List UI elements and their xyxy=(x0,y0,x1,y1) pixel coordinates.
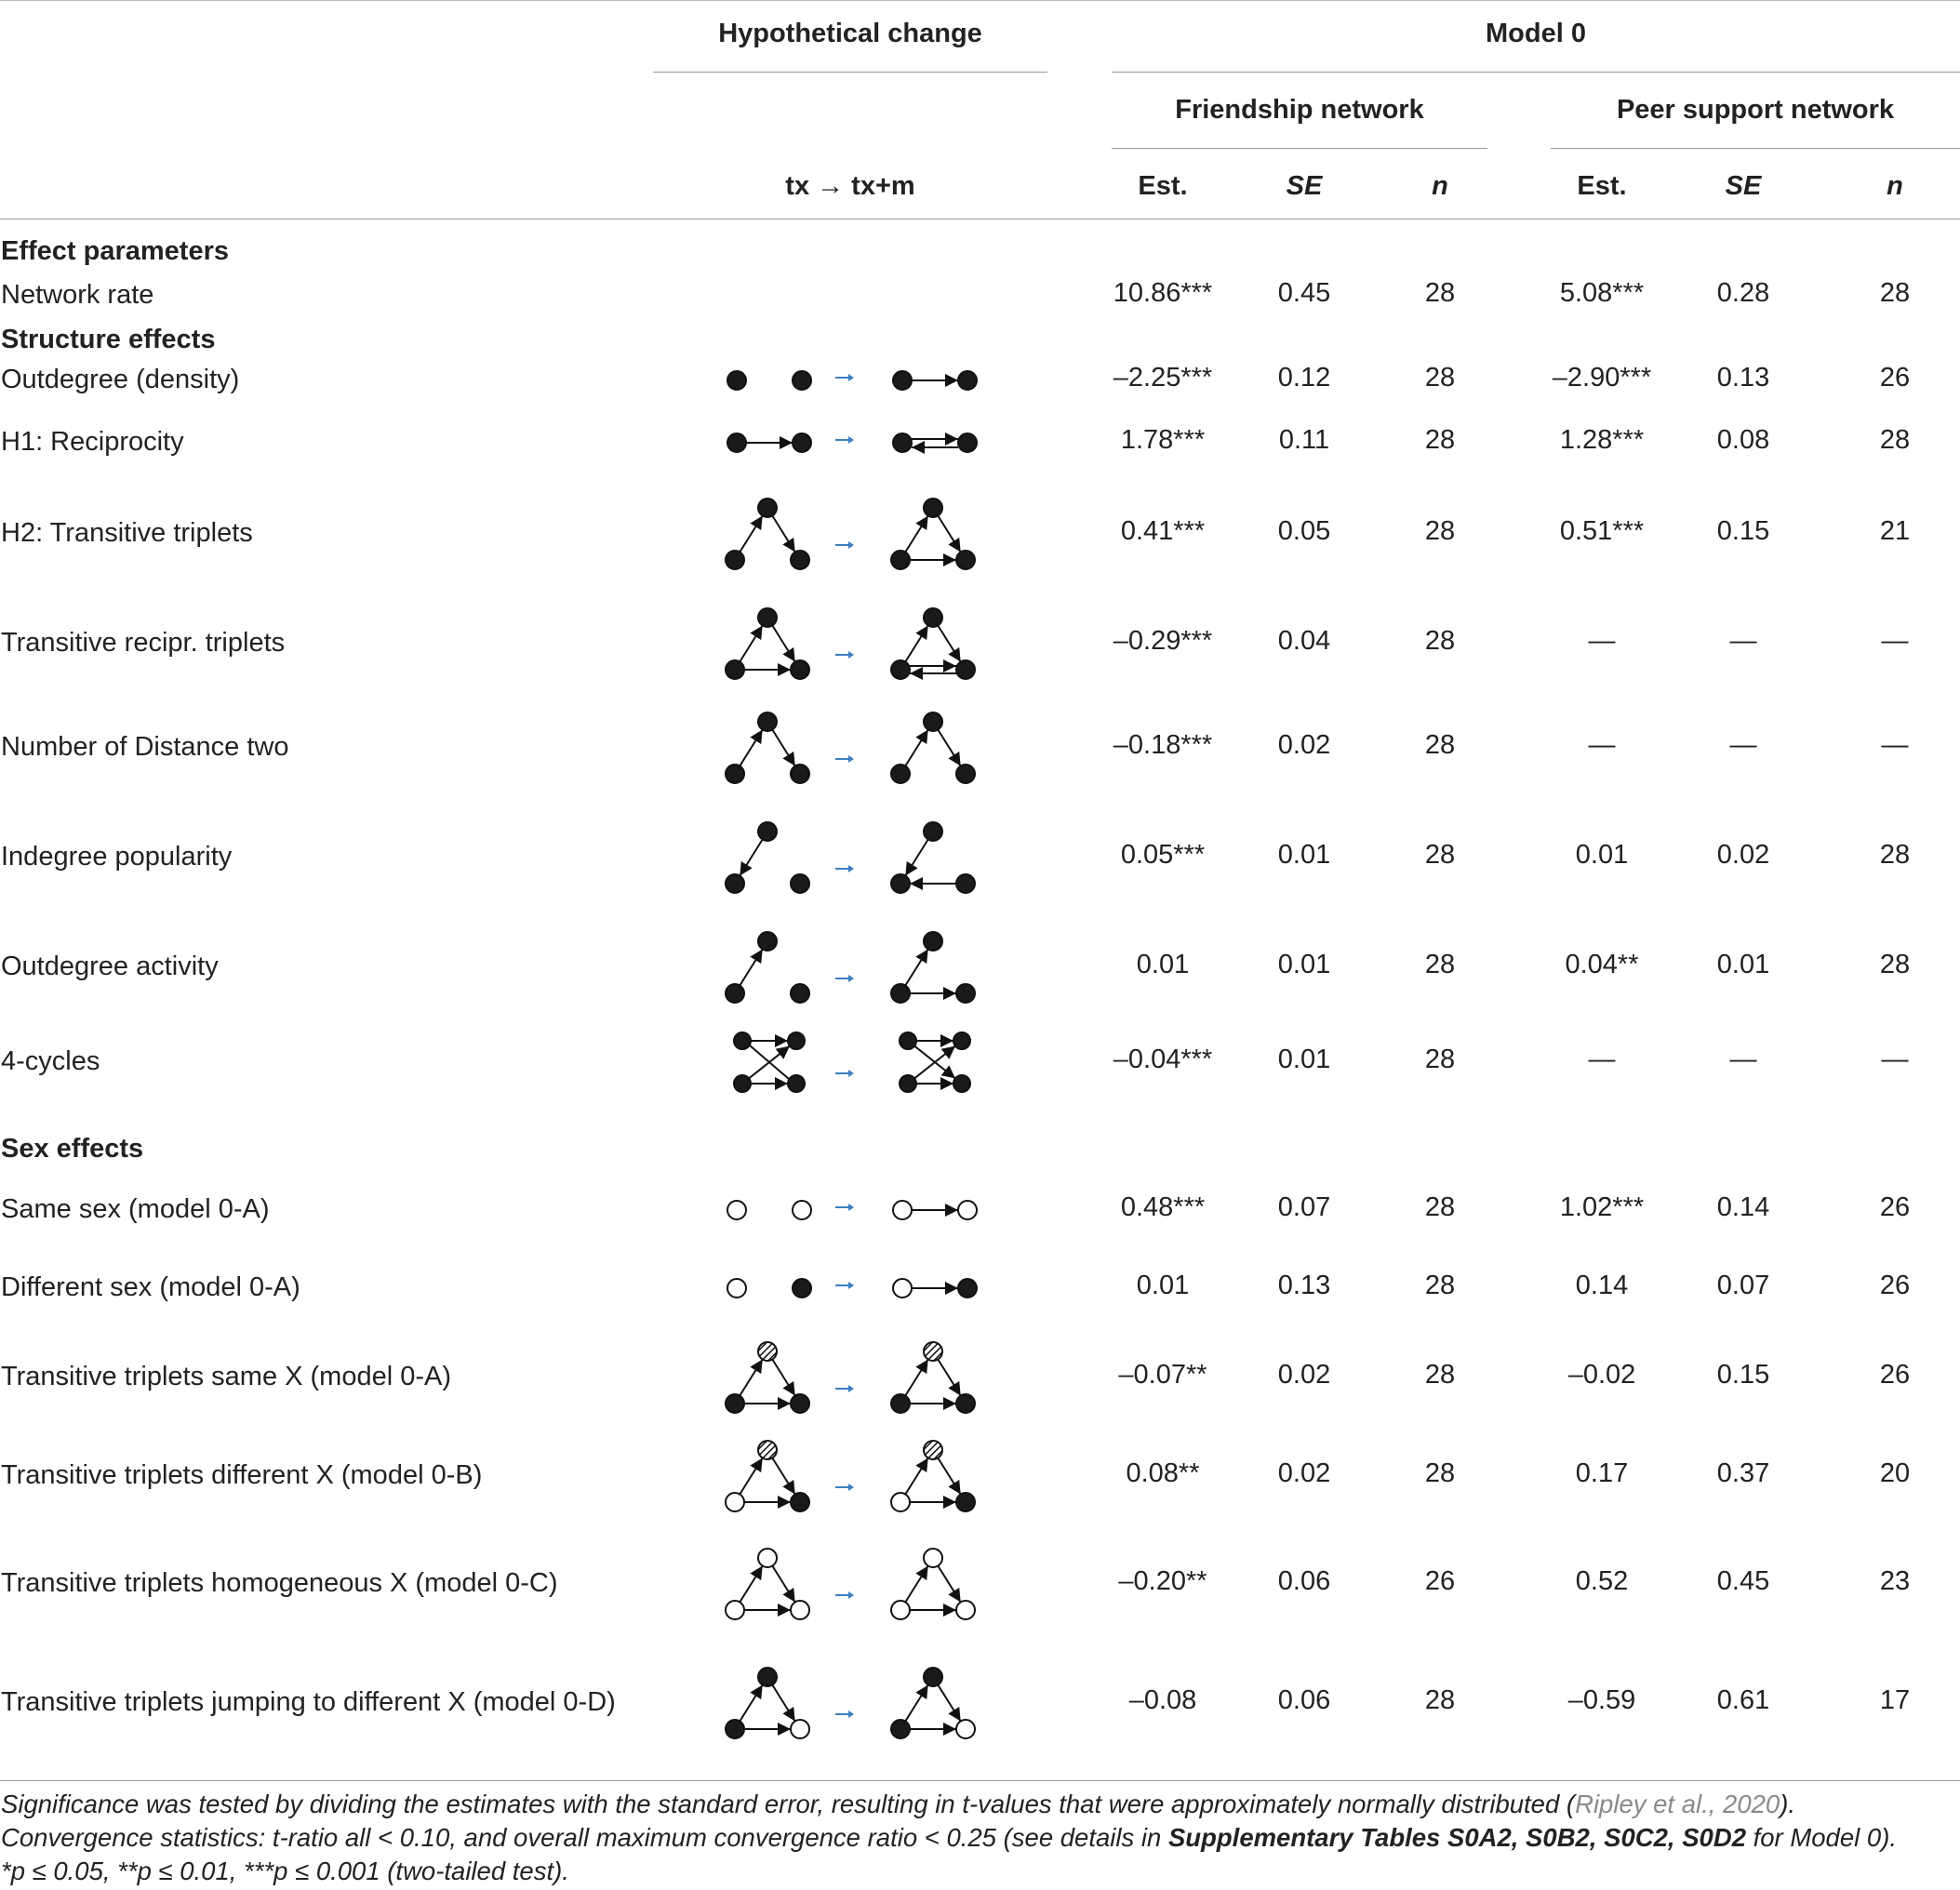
change-arrow-icon xyxy=(833,861,856,876)
network-tie xyxy=(905,729,927,765)
network-node xyxy=(726,1493,744,1511)
network-node xyxy=(791,551,809,569)
header-model: Model 0 xyxy=(1486,19,1586,48)
network-node xyxy=(758,1668,777,1686)
change-arrow-icon xyxy=(833,1707,856,1722)
change-arrow-icon xyxy=(833,1381,856,1396)
network-node xyxy=(924,1342,942,1361)
network-node xyxy=(793,371,811,390)
diagram-indegree-popularity-before xyxy=(724,819,817,897)
cell-f-se: 0.01 xyxy=(1277,840,1331,870)
network-node xyxy=(900,1075,916,1092)
cell-f-n: 28 xyxy=(1424,1192,1456,1222)
cell-p-est: 1.02*** xyxy=(1559,1192,1645,1222)
network-node xyxy=(958,371,977,390)
network-tie xyxy=(938,1684,960,1721)
network-node xyxy=(758,608,777,627)
footnote-line-3: *p ≤ 0.05, **p ≤ 0.01, ***p ≤ 0.001 (two-tailed test). xyxy=(1,1857,569,1885)
cell-p-est: 1.28*** xyxy=(1559,425,1645,455)
network-tie xyxy=(905,1359,927,1395)
diagram-tt-different-x-before xyxy=(724,1437,817,1515)
cell-f-se: 0.45 xyxy=(1277,278,1331,308)
cell-f-n: 28 xyxy=(1424,425,1456,455)
row-label: Transitive recipr. triplets xyxy=(1,628,286,658)
footnote-text: for Model 0). xyxy=(1745,1823,1897,1852)
change-arrow-icon xyxy=(833,647,856,662)
network-node xyxy=(924,1441,942,1459)
network-tie xyxy=(905,1565,927,1602)
network-node xyxy=(758,712,777,731)
cell-p-se: 0.02 xyxy=(1716,840,1770,870)
network-node xyxy=(726,765,744,783)
change-arrow-icon xyxy=(833,1588,856,1603)
change-arrow-icon xyxy=(833,433,856,447)
cell-p-n: 28 xyxy=(1879,278,1911,308)
rule-hypothetical xyxy=(653,72,1047,73)
cell-p-n: 26 xyxy=(1879,1192,1911,1222)
rule-model xyxy=(1112,72,1960,73)
change-arrow-icon xyxy=(833,538,856,552)
cell-f-n: 28 xyxy=(1424,1458,1456,1488)
cell-f-se: 0.06 xyxy=(1277,1566,1331,1596)
diagram-tt-homogeneous-x-before xyxy=(724,1545,817,1623)
network-node xyxy=(726,660,744,679)
network-tie xyxy=(938,729,960,765)
header-p-n: n xyxy=(1887,171,1903,201)
network-node xyxy=(956,1394,975,1413)
network-node xyxy=(791,1720,809,1738)
network-node xyxy=(893,1201,912,1219)
cell-p-est: –0.02 xyxy=(1567,1360,1636,1390)
cell-p-n: 20 xyxy=(1879,1458,1911,1488)
cell-p-se: 0.01 xyxy=(1716,950,1770,979)
cell-p-se: 0.14 xyxy=(1716,1192,1770,1222)
cell-p-n: — xyxy=(1881,730,1909,760)
network-node xyxy=(924,499,942,517)
network-node xyxy=(791,1601,809,1619)
network-tie xyxy=(740,515,762,552)
cell-f-est: 0.48*** xyxy=(1120,1192,1206,1222)
cell-p-se: 0.08 xyxy=(1716,425,1770,455)
footnote-text: ). xyxy=(1780,1790,1796,1818)
network-node xyxy=(891,1720,910,1738)
network-node xyxy=(956,765,975,783)
cell-p-n: 26 xyxy=(1879,1271,1911,1300)
diagram-four-cycles-before xyxy=(724,1032,817,1093)
network-node xyxy=(891,765,910,783)
network-tie xyxy=(772,1457,794,1494)
network-node xyxy=(900,1032,916,1049)
network-tie xyxy=(740,949,762,985)
network-tie xyxy=(905,839,927,875)
diagram-four-cycles-after xyxy=(889,1032,982,1093)
cell-p-se: 0.45 xyxy=(1716,1566,1770,1596)
cell-f-n: 28 xyxy=(1424,363,1456,393)
cell-f-se: 0.04 xyxy=(1277,626,1331,656)
cell-f-n: 28 xyxy=(1424,626,1456,656)
network-tie xyxy=(740,1457,762,1494)
cell-f-est: 0.01 xyxy=(1136,1271,1190,1300)
section-heading: Effect parameters xyxy=(1,236,229,266)
network-node xyxy=(924,822,942,841)
network-node xyxy=(734,1032,751,1049)
cell-p-se: 0.07 xyxy=(1716,1271,1770,1300)
cell-p-n: 26 xyxy=(1879,363,1911,393)
network-node xyxy=(924,712,942,731)
network-node xyxy=(758,822,777,841)
cell-f-n: 28 xyxy=(1424,1360,1456,1390)
diagram-tt-different-x-after xyxy=(889,1437,982,1515)
cell-f-n: 28 xyxy=(1424,950,1456,979)
cell-p-n: 26 xyxy=(1879,1360,1911,1390)
cell-p-est: 0.14 xyxy=(1575,1271,1629,1300)
network-node xyxy=(891,984,910,1003)
cell-p-se: 0.61 xyxy=(1716,1685,1770,1715)
network-node xyxy=(891,660,910,679)
network-node xyxy=(758,1441,777,1459)
cell-p-se: 0.15 xyxy=(1716,516,1770,546)
diagram-outdegree-after xyxy=(889,362,982,399)
network-node xyxy=(891,1394,910,1413)
cell-f-n: 28 xyxy=(1424,516,1456,546)
network-tie xyxy=(905,1684,927,1721)
network-node xyxy=(956,984,975,1003)
network-node xyxy=(726,1720,744,1738)
network-node xyxy=(758,499,777,517)
diagram-transitive-recipr-triplets-before xyxy=(724,605,817,683)
row-label: Transitive triplets different X (model 0-B) xyxy=(1,1460,483,1490)
rule-peer-support xyxy=(1551,148,1960,149)
footnote-line-1 xyxy=(1,1788,1953,1821)
change-arrow-icon xyxy=(833,1200,856,1215)
cell-f-n: 28 xyxy=(1424,1045,1456,1074)
network-node xyxy=(727,371,746,390)
cell-p-est: –0.59 xyxy=(1567,1685,1636,1715)
cell-f-est: –0.20** xyxy=(1118,1566,1207,1596)
header-friendship: Friendship network xyxy=(1175,95,1424,125)
cell-f-n: 28 xyxy=(1424,1685,1456,1715)
network-tie xyxy=(772,1684,794,1721)
network-tie xyxy=(938,1565,960,1602)
cell-f-n: 28 xyxy=(1424,1271,1456,1300)
cell-p-est: 0.51*** xyxy=(1559,516,1645,546)
header-peer-support: Peer support network xyxy=(1616,95,1895,125)
cell-f-n: 28 xyxy=(1424,840,1456,870)
diagram-transitive-triplets-after xyxy=(889,495,982,573)
network-node xyxy=(727,1201,746,1219)
cell-f-se: 0.02 xyxy=(1277,1360,1331,1390)
network-node xyxy=(953,1075,970,1092)
network-tie xyxy=(740,729,762,765)
cell-p-n: — xyxy=(1881,1045,1909,1074)
diagram-tt-jumping-x-before xyxy=(724,1664,817,1742)
network-node xyxy=(956,551,975,569)
cell-p-est: — xyxy=(1588,730,1616,760)
cell-p-est: — xyxy=(1588,626,1616,656)
network-node xyxy=(958,433,977,452)
network-node xyxy=(891,874,910,893)
network-tie xyxy=(740,1684,762,1721)
row-label: Network rate xyxy=(1,280,154,310)
network-node xyxy=(734,1075,751,1092)
section-heading: Sex effects xyxy=(1,1134,144,1164)
cell-f-se: 0.07 xyxy=(1277,1192,1331,1222)
cell-f-est: –0.29*** xyxy=(1113,626,1213,656)
diagram-different-sex-after xyxy=(889,1270,982,1307)
diagram-indegree-popularity-after xyxy=(889,819,982,897)
diagram-tt-same-x-after xyxy=(889,1338,982,1417)
network-tie xyxy=(772,1359,794,1395)
row-label: Same sex (model 0-A) xyxy=(1,1194,270,1224)
row-label: Transitive triplets same X (model 0-A) xyxy=(1,1362,452,1391)
network-node xyxy=(893,371,912,390)
network-node xyxy=(758,1549,777,1567)
cell-f-se: 0.02 xyxy=(1277,730,1331,760)
network-node xyxy=(956,1493,975,1511)
network-node xyxy=(758,1342,777,1361)
network-node xyxy=(758,932,777,951)
diagram-same-sex-after xyxy=(889,1191,982,1229)
cell-p-n: 17 xyxy=(1879,1685,1911,1715)
cell-p-n: — xyxy=(1881,626,1909,656)
cell-f-se: 0.11 xyxy=(1278,425,1330,455)
header-p-est: Est. xyxy=(1577,171,1627,201)
row-label: Different sex (model 0-A) xyxy=(1,1272,300,1302)
network-node xyxy=(893,1279,912,1298)
cell-p-n: 21 xyxy=(1879,516,1911,546)
cell-f-se: 0.02 xyxy=(1277,1458,1331,1488)
table-bottom-rule xyxy=(0,1780,1960,1781)
cell-p-est: 5.08*** xyxy=(1559,278,1645,308)
row-label: H1: Reciprocity xyxy=(1,427,184,457)
cell-p-est: 0.52 xyxy=(1575,1566,1629,1596)
change-arrow-icon xyxy=(833,1480,856,1495)
header-hypothetical-change: Hypothetical change xyxy=(718,19,982,48)
change-arrow-icon xyxy=(833,370,856,385)
cell-p-se: 0.13 xyxy=(1716,363,1770,393)
network-node xyxy=(791,660,809,679)
network-node xyxy=(791,1394,809,1413)
cell-p-n: 23 xyxy=(1879,1566,1911,1596)
supplementary-link[interactable]: Supplementary Tables S0A2, S0B2, S0C2, S0D2 xyxy=(1167,1823,1746,1852)
row-label: Number of Distance two xyxy=(1,732,289,762)
cell-p-n: 28 xyxy=(1879,425,1911,455)
cell-f-est: –0.18*** xyxy=(1113,730,1213,760)
network-node xyxy=(956,1720,975,1738)
network-node xyxy=(956,660,975,679)
row-label: Outdegree activity xyxy=(1,952,219,981)
cell-f-est: –0.04*** xyxy=(1113,1045,1213,1074)
cell-p-se: 0.28 xyxy=(1716,278,1770,308)
cell-f-n: 28 xyxy=(1424,278,1456,308)
change-arrow-icon xyxy=(833,1278,856,1293)
cell-f-est: 0.08** xyxy=(1126,1458,1200,1488)
network-node xyxy=(726,1394,744,1413)
network-node xyxy=(791,1493,809,1511)
diagram-transitive-recipr-triplets-after xyxy=(889,605,982,683)
diagram-transitive-triplets-before xyxy=(724,495,817,573)
cell-p-se: 0.15 xyxy=(1716,1360,1770,1390)
diagram-tt-same-x-before xyxy=(724,1338,817,1417)
row-label: H2: Transitive triplets xyxy=(1,518,253,548)
network-tie xyxy=(938,1457,960,1494)
network-node xyxy=(958,1279,977,1298)
network-node xyxy=(791,874,809,893)
cell-f-se: 0.01 xyxy=(1277,950,1331,979)
cell-p-est: 0.04** xyxy=(1565,950,1639,979)
change-arrow-icon xyxy=(833,752,856,766)
network-node xyxy=(726,551,744,569)
cell-f-se: 0.06 xyxy=(1277,1685,1331,1715)
cell-p-se: — xyxy=(1729,626,1757,656)
cell-f-se: 0.13 xyxy=(1277,1271,1331,1300)
network-node xyxy=(924,1668,942,1686)
row-label: Outdegree (density) xyxy=(1,365,240,394)
diagram-reciprocity-after xyxy=(889,424,982,461)
network-tie xyxy=(938,515,960,552)
network-node xyxy=(788,1032,805,1049)
change-arrow-icon xyxy=(833,1066,856,1081)
network-node xyxy=(958,1201,977,1219)
network-tie xyxy=(740,1359,762,1395)
header-f-est: Est. xyxy=(1138,171,1188,201)
cell-p-se: — xyxy=(1729,730,1757,760)
footnote-line-2 xyxy=(1,1821,1953,1855)
cell-f-se: 0.12 xyxy=(1277,363,1331,393)
table-footnote xyxy=(1,1788,1953,1888)
network-node xyxy=(791,984,809,1003)
network-tie xyxy=(905,515,927,552)
network-node xyxy=(893,433,912,452)
header-f-se: SE xyxy=(1286,171,1323,201)
diagram-reciprocity-before xyxy=(724,424,817,461)
cell-p-se: 0.37 xyxy=(1716,1458,1770,1488)
cell-f-se: 0.05 xyxy=(1277,516,1331,546)
network-tie xyxy=(772,1565,794,1602)
header-transition: tx → tx+m xyxy=(785,171,915,201)
cell-p-est: 0.17 xyxy=(1575,1458,1629,1488)
network-node xyxy=(726,1601,744,1619)
network-tie xyxy=(938,1359,960,1395)
diagram-tt-jumping-x-after xyxy=(889,1664,982,1742)
network-tie xyxy=(740,625,762,661)
network-node xyxy=(788,1075,805,1092)
cell-f-est: 0.41*** xyxy=(1120,516,1206,546)
network-tie xyxy=(740,1565,762,1602)
header-p-se: SE xyxy=(1725,171,1762,201)
row-label: Transitive triplets homogeneous X (model 0-C) xyxy=(1,1568,558,1598)
cell-f-se: 0.01 xyxy=(1277,1045,1331,1074)
network-node xyxy=(727,433,746,452)
diagram-different-sex-before xyxy=(724,1270,817,1307)
diagram-outdegree-activity-after xyxy=(889,928,982,1006)
cell-p-est: — xyxy=(1588,1045,1616,1074)
network-node xyxy=(791,765,809,783)
network-tie xyxy=(772,515,794,552)
network-tie xyxy=(905,949,927,985)
row-label: Indegree popularity xyxy=(1,842,233,872)
network-tie xyxy=(772,729,794,765)
network-tie xyxy=(772,625,794,661)
network-node xyxy=(924,608,942,627)
cell-f-est: –0.07** xyxy=(1118,1360,1207,1390)
network-tie xyxy=(938,625,960,661)
diagram-distance-two-before xyxy=(724,709,817,787)
cell-f-n: 26 xyxy=(1424,1566,1456,1596)
rule-friendship xyxy=(1112,148,1487,149)
diagram-same-sex-before xyxy=(724,1191,817,1229)
cell-p-n: 28 xyxy=(1879,950,1911,979)
network-node xyxy=(726,874,744,893)
cell-p-n: 28 xyxy=(1879,840,1911,870)
row-label: Transitive triplets jumping to different X (model 0-D) xyxy=(1,1687,616,1717)
network-node xyxy=(891,551,910,569)
cell-f-est: 0.01 xyxy=(1136,950,1190,979)
header-bottom-rule xyxy=(0,219,1960,220)
cell-f-est: –2.25*** xyxy=(1113,363,1213,393)
cell-f-est: 1.78*** xyxy=(1120,425,1206,455)
network-node xyxy=(891,1493,910,1511)
network-node xyxy=(727,1279,746,1298)
cell-p-se: — xyxy=(1729,1045,1757,1074)
diagram-outdegree-before xyxy=(724,362,817,399)
footnote-text: Convergence statistics: t-ratio all < 0.10, and overall maximum convergence ratio < 0.25 (see details in xyxy=(1,1823,1168,1852)
diagram-tt-homogeneous-x-after xyxy=(889,1545,982,1623)
cell-p-est: –2.90*** xyxy=(1552,363,1652,393)
network-tie xyxy=(905,1457,927,1494)
table-top-rule xyxy=(0,0,1960,1)
change-arrow-icon xyxy=(833,971,856,986)
diagram-outdegree-activity-before xyxy=(724,928,817,1006)
network-tie xyxy=(905,625,927,661)
network-node xyxy=(953,1032,970,1049)
network-node xyxy=(891,1601,910,1619)
diagram-distance-two-after xyxy=(889,709,982,787)
cell-f-est: 10.86*** xyxy=(1113,278,1213,308)
network-node xyxy=(956,1601,975,1619)
cell-f-est: –0.08 xyxy=(1128,1685,1197,1715)
cell-f-n: 28 xyxy=(1424,730,1456,760)
network-node xyxy=(924,1549,942,1567)
network-node xyxy=(793,1279,811,1298)
network-node xyxy=(793,433,811,452)
network-tie xyxy=(740,839,762,875)
header-f-n: n xyxy=(1432,171,1448,201)
section-heading: Structure effects xyxy=(1,325,216,354)
footnote-text: Significance was tested by dividing the estimates with the standard error, resulting in t-values that were approximately normally distributed ( xyxy=(1,1790,1576,1818)
network-node xyxy=(956,874,975,893)
cell-f-est: 0.05*** xyxy=(1120,840,1206,870)
row-label: 4-cycles xyxy=(1,1046,100,1076)
network-node xyxy=(793,1201,811,1219)
network-node xyxy=(924,932,942,951)
network-node xyxy=(726,984,744,1003)
cell-p-est: 0.01 xyxy=(1575,840,1629,870)
citation-link[interactable]: Ripley et al., 2020 xyxy=(1575,1790,1780,1818)
